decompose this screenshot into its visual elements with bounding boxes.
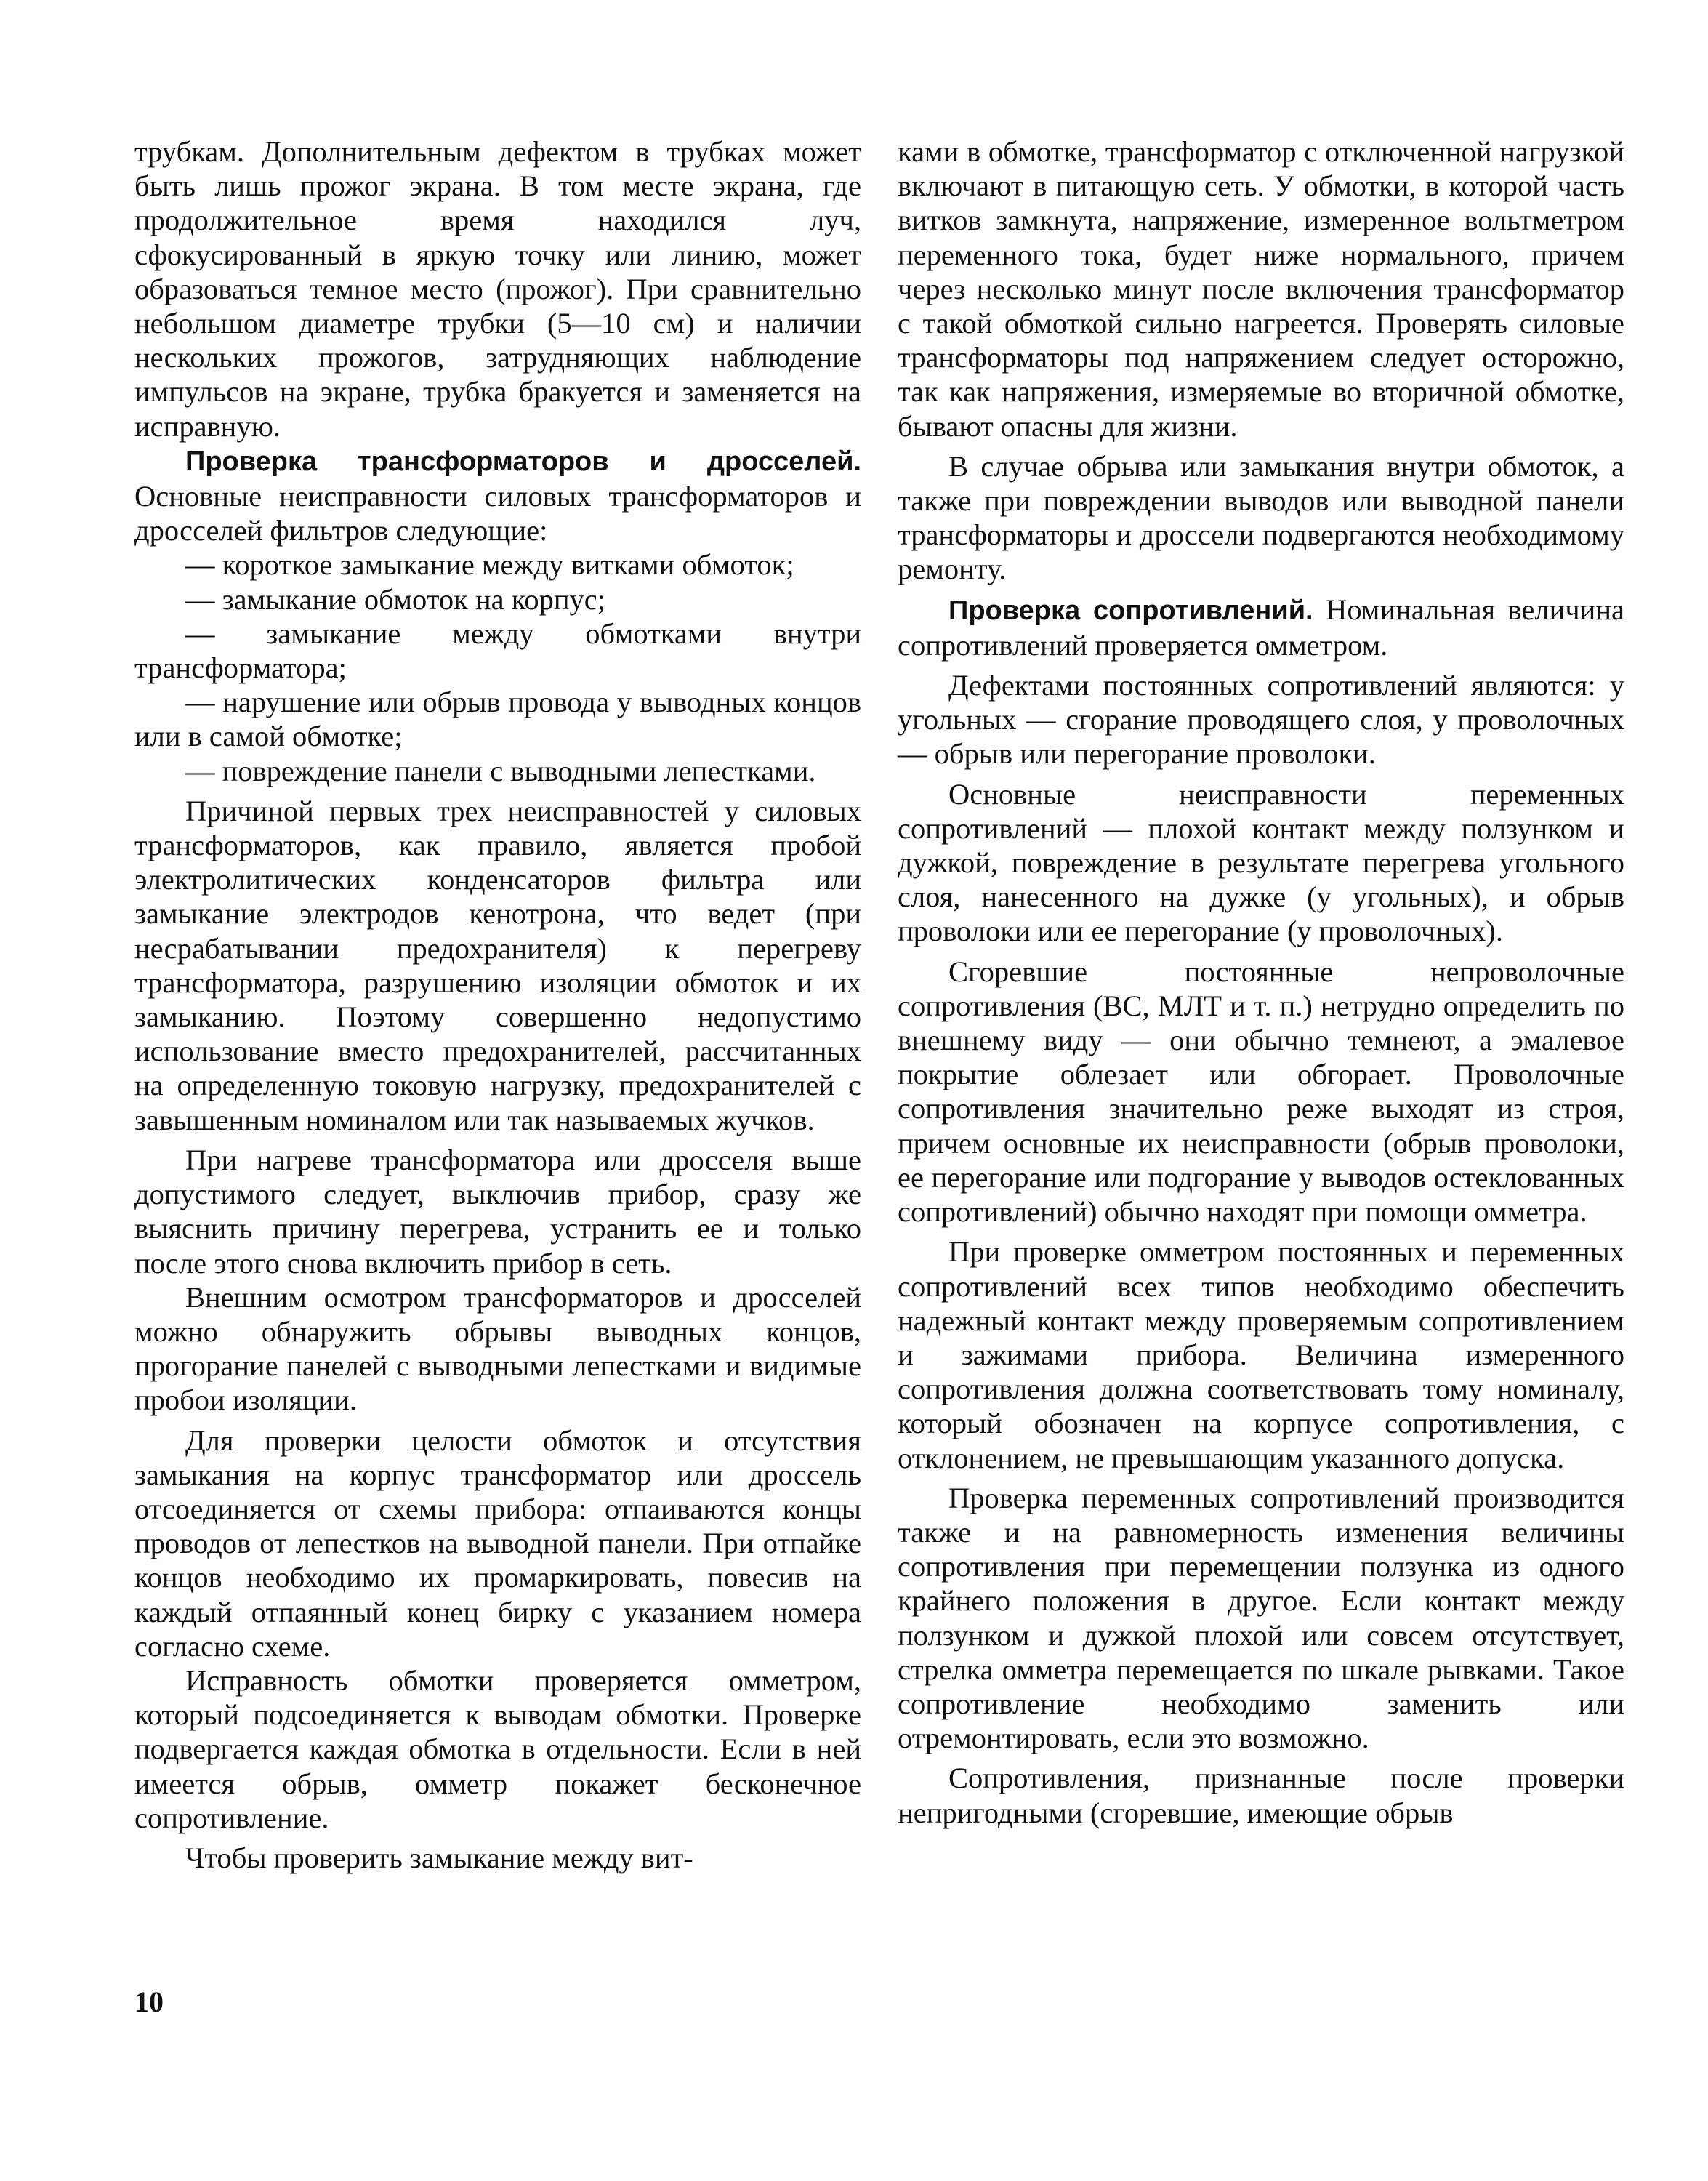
paragraph: Сгоревшие постоянные непроволочные сопротивления (ВС, МЛТ и т. п.) нетрудно определить по внешнему виду — они обычно темнеют, а эмалевое покрытие облезает или обгорает. Проволочные сопротивления значительно реже выходят из строя, причем основные их неисправности (обрыв проволоки, ее перегорание или подгорание у выводов остеклованных сопротивлений) обычно находят при помощи омметра. <box>898 955 1624 1229</box>
paragraph: Исправность обмотки проверяется омметром, который подсоединяется к выводам обмотки. Проверке подвергается каждая обмотка в отдельности. Если в ней имеется обрыв, омметр покажет бесконечное сопротивление. <box>134 1663 861 1834</box>
list-item: — замыкание обмоток на корпус; <box>185 582 605 616</box>
left-column <box>134 134 861 1875</box>
paragraph: В случае обрыва или замыкания внутри обмоток, а также при повреждении выводов или выводной панели трансформаторы и дроссели подвергаются необходимому ремонту. <box>898 449 1624 586</box>
paragraph: Для проверки целости обмоток и отсутствия замыкания на корпус трансформатор или дроссель отсоединяется от схемы прибора: отпаиваются концы проводов от лепестков на выводной панели. При отпайке концов необходимо их промаркировать, повесив на каждый отпаянный конец бирку с указанием номера согласно схеме. <box>134 1423 861 1663</box>
paragraph <box>134 443 861 548</box>
paragraph: Причиной первых трех неисправностей у силовых трансформаторов, как правило, является пробой электролитических конденсаторов фильтра или замыкание электродов кенотрона, что ведет (при несрабатывании предохранителя) к перегреву трансформатора, разрушению изоляции обмоток и их замыканию. Поэтому совершенно недопустимо использование вместо предохранителей, рассчитанных на определенную токовую нагрузку, предохранителей с завышенным номиналом или так называемых жучков. <box>134 794 861 1136</box>
paragraph: При проверке омметром постоянных и переменных сопротивлений всех типов необходимо обеспечить надежный контакт между проверяемым сопротивлением и зажимами прибора. Величина измеренного сопротивления должна соответствовать тому номиналу, который обозначен на корпусе сопротивления, с отклонением, не превышающим указанного допуска. <box>898 1235 1624 1474</box>
section-heading: Проверка трансформаторов и дросселей. <box>185 446 861 477</box>
paragraph: Чтобы проверить замыкание между вит- <box>185 1841 693 1874</box>
list-item: — повреждение панели с выводными лепестками. <box>185 754 816 787</box>
paragraph-text: Основные неисправности силовых трансформаторов и дросселей фильтров следующие: <box>134 480 861 547</box>
list-item: — короткое замыкание между витками обмоток; <box>185 548 794 582</box>
paragraph <box>898 593 1624 662</box>
paragraph: Сопротивления, признанные после проверки непригодными (сгоревшие, имеющие обрыв <box>898 1762 1624 1829</box>
section-heading: Проверка сопротивлений. <box>948 595 1313 626</box>
paragraph: Дефектами постоянных сопротивлений являются: у угольных — сгорание проводящего слоя, у проволочных — обрыв или перегорание проволоки. <box>898 669 1624 771</box>
paragraph: Основные неисправности переменных сопротивлений — плохой контакт между ползунком и дужкой, повреждение в результате перегрева угольного слоя, нанесенного на дужке (у угольных), и обрыв проволоки или ее перегорание (у проволочных). <box>898 777 1624 948</box>
paragraph: Внешним осмотром трансформаторов и дросселей можно обнаружить обрывы выводных концов, прогорание панелей с выводными лепестками и видимые пробои изоляции. <box>134 1280 861 1417</box>
list-item: — замыкание между обмотками внутри трансформатора; <box>134 616 861 685</box>
paragraph-text: Номинальная величина сопротивлений проверяется омметром. <box>898 593 1624 662</box>
right-column <box>898 134 1624 1830</box>
paragraph: трубкам. Дополнительным дефектом в трубках может быть лишь прожог экрана. В том месте экрана, где продолжительное время находился луч, сфокусированный в яркую точку или линию, может образоваться темное место (прожог). При сравнительно небольшом диаметре трубки (5—10 см) и наличии нескольких прожогов, затрудняющих наблюдение импульсов на экране, трубка бракуется и заменяется на исправную. <box>134 135 861 443</box>
paragraph: Проверка переменных сопротивлений производится также и на равномерность изменения величины сопротивления при перемещении ползунка из одного крайнего положения в другое. Если контакт между ползунком и дужкой плохой или совсем отсутствует, стрелка омметра перемещается по шкале рывками. Такое сопротивление необходимо заменить или отремонтировать, если это возможно. <box>898 1481 1624 1755</box>
page-number: 10 <box>134 1985 164 2018</box>
list-item: — нарушение или обрыв провода у выводных концов или в самой обмотке; <box>134 686 861 753</box>
paragraph: При нагреве трансформатора или дросселя выше допустимого следует, выключив прибор, сразу же выяснить причину перегрева, устранить ее и только после этого снова включить прибор в сеть. <box>134 1143 861 1280</box>
paragraph: ками в обмотке, трансформатор с отключенной нагрузкой включают в питающую сеть. У обмотки, в которой часть витков замкнута, напряжение, измеренное вольтметром переменного тока, будет ниже нормального, причем через несколько минут после включения трансформатор с такой обмоткой сильно нагреется. Проверять силовые трансформаторы под напряжением следует осторожно, так как напряжения, измеряемые во вторичной обмотке, бывают опасны для жизни. <box>898 135 1624 443</box>
